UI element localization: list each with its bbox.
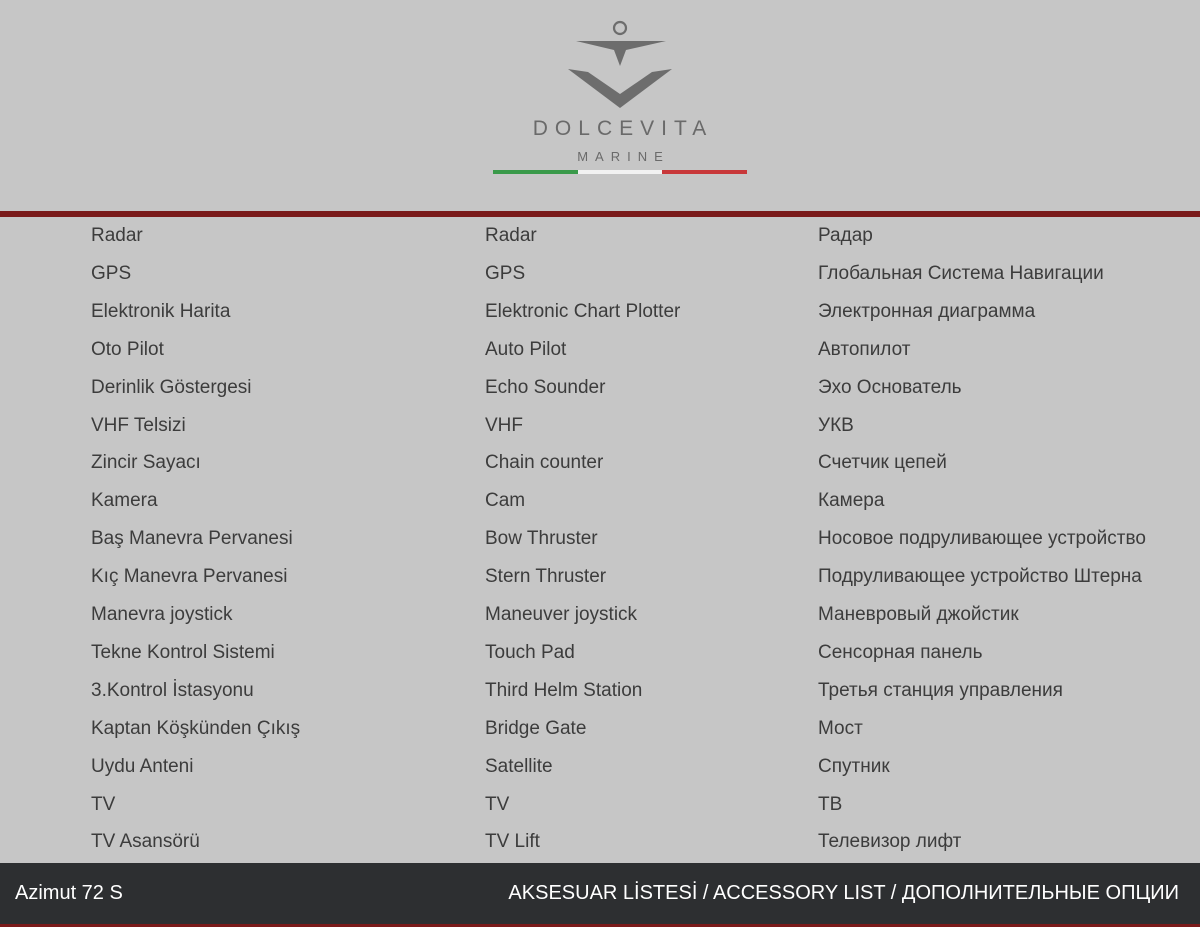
accessory-list [0, 217, 1200, 863]
italian-tricolor-stripe [493, 170, 747, 174]
turkish-label: Baş Manevra Pervanesi [91, 528, 293, 550]
russian-label: ТВ [818, 793, 843, 815]
accessory-row [0, 520, 1200, 558]
accessory-row [0, 596, 1200, 634]
turkish-label: TV Asansörü [91, 831, 200, 853]
accessory-row [0, 369, 1200, 407]
english-label: Stern Thruster [485, 566, 607, 588]
english-label: TV [485, 793, 510, 815]
russian-label: УКВ [818, 414, 854, 436]
accessory-row [0, 331, 1200, 369]
turkish-label: Kamera [91, 490, 158, 512]
turkish-label: GPS [91, 262, 132, 284]
turkish-label: VHF Telsizi [91, 414, 186, 436]
russian-label: Эхо Основатель [818, 376, 962, 398]
accessory-row [0, 444, 1200, 482]
dolcevita-marine-logo [480, 14, 760, 179]
english-label: Chain counter [485, 452, 604, 474]
english-label: GPS [485, 262, 526, 284]
anchor-wings-icon [480, 14, 760, 114]
turkish-label: Uydu Anteni [91, 755, 194, 777]
english-label: Cam [485, 490, 526, 512]
turkish-label: Kaptan Köşkünden Çıkış [91, 717, 301, 739]
turkish-label: Zincir Sayacı [91, 452, 201, 474]
russian-label: Электронная диаграмма [818, 300, 1036, 322]
russian-label: Сенсорная панель [818, 641, 983, 663]
brand-subtitle: MARINE [577, 149, 670, 164]
accessory-row [0, 407, 1200, 445]
brand-name: DOLCEVITA [532, 117, 714, 140]
russian-label: Носовое подруливающее устройство [818, 528, 1146, 550]
accessory-row [0, 634, 1200, 672]
accessory-row [0, 255, 1200, 293]
english-label: Bridge Gate [485, 717, 587, 739]
accessory-row [0, 710, 1200, 748]
turkish-label: Oto Pilot [91, 338, 164, 360]
russian-label: Радар [818, 225, 873, 246]
accessory-row [0, 672, 1200, 710]
english-label: Auto Pilot [485, 338, 567, 360]
footer-bar [0, 863, 1200, 927]
russian-label: Спутник [818, 755, 890, 777]
english-label: Satellite [485, 755, 553, 777]
accessory-row [0, 748, 1200, 786]
english-label: Maneuver joystick [485, 604, 638, 625]
turkish-label: Tekne Kontrol Sistemi [91, 641, 275, 663]
turkish-label: Radar [91, 225, 143, 246]
english-label: VHF [485, 414, 523, 436]
accessory-row [0, 558, 1200, 596]
header [0, 0, 1200, 211]
russian-label: Маневровый джойстик [818, 604, 1019, 625]
document-title: AKSESUAR LİSTESİ / ACCESSORY LIST / ДОПОЛНИТЕЛЬНЫЕ ОПЦИИ [508, 882, 1179, 904]
turkish-label: Elektronik Harita [91, 300, 231, 322]
russian-label: Глобальная Система Навигации [818, 262, 1104, 284]
turkish-label: 3.Kontrol İstasyonu [91, 679, 254, 701]
russian-label: Счетчик цепей [818, 452, 947, 474]
english-label: TV Lift [485, 831, 540, 853]
accessory-row [0, 217, 1200, 255]
english-label: Elektronic Chart Plotter [485, 300, 681, 322]
turkish-label: TV [91, 793, 116, 815]
english-label: Radar [485, 225, 537, 246]
russian-label: Телевизор лифт [818, 831, 962, 853]
accessory-row [0, 293, 1200, 331]
turkish-label: Kıç Manevra Pervanesi [91, 566, 288, 588]
model-name: Azimut 72 S [15, 882, 123, 904]
english-label: Echo Sounder [485, 376, 606, 398]
accessory-row [0, 823, 1200, 861]
russian-label: Мост [818, 717, 863, 739]
english-label: Touch Pad [485, 641, 575, 663]
english-label: Bow Thruster [485, 528, 598, 550]
turkish-label: Manevra joystick [91, 604, 233, 625]
russian-label: Камера [818, 490, 885, 512]
english-label: Third Helm Station [485, 679, 643, 701]
russian-label: Третья станция управления [818, 679, 1063, 701]
russian-label: Подруливающее устройство Штерна [818, 566, 1142, 588]
turkish-label: Derinlik Göstergesi [91, 376, 252, 398]
accessory-row [0, 786, 1200, 824]
accessory-row [0, 482, 1200, 520]
russian-label: Автопилот [818, 338, 911, 360]
